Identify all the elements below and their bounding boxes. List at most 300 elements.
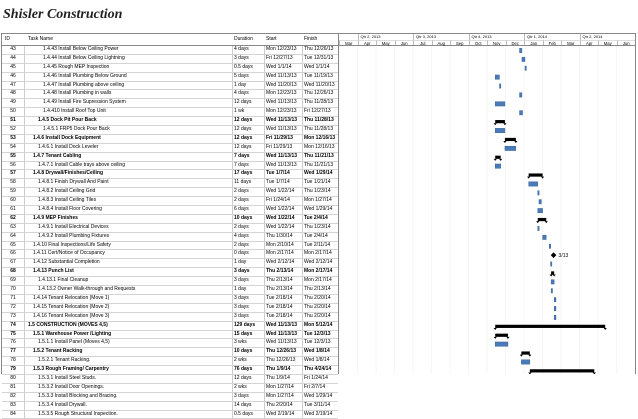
task-name[interactable]: 1.4.8.4 Install Floor Covering [38,206,102,213]
task-finish[interactable]: Thu 2/13/14 [302,286,340,294]
task-id[interactable]: 43 [2,46,25,54]
task-name[interactable]: 1.4.15 Tenant Relocation (Move 2) [33,303,110,310]
task-duration[interactable]: 3 days [232,304,265,312]
task-row[interactable] [2,82,338,91]
task-start[interactable]: Wed 11/13/13 [264,117,303,125]
milestone-label: 3/13 [558,252,569,259]
task-row[interactable] [2,393,338,402]
task-row[interactable] [2,259,338,268]
task-finish[interactable]: Tue 2/4/14 [302,233,340,241]
task-start[interactable]: Wed 11/13/13 [264,73,303,81]
column-header-finish[interactable]: Finish [304,36,318,42]
task-duration[interactable]: 2 wks [232,384,265,392]
task-start[interactable]: Mon 12/23/13 [264,46,303,54]
task-bar[interactable] [495,164,500,168]
task-finish[interactable]: Thu 12/26/13 [302,46,340,54]
task-row[interactable] [2,64,338,73]
task-duration[interactable]: 7 days [232,162,265,170]
task-name[interactable]: 1.4.5.1 FRP5 Dock Pour Back [43,126,110,133]
task-id[interactable]: 44 [2,55,25,63]
task-finish[interactable]: Wed 1/8/14 [302,348,340,356]
task-id[interactable]: 58 [2,179,25,187]
task-duration[interactable]: 3 days [232,313,265,321]
task-row[interactable] [2,206,338,215]
task-finish[interactable]: Mon 2/17/14 [302,250,340,258]
task-finish[interactable]: Wed 1/8/14 [302,357,340,365]
task-id[interactable]: 56 [2,162,25,170]
task-id[interactable]: 75 [2,331,25,339]
task-finish[interactable]: Wed 1/1/14 [302,64,340,72]
task-start[interactable]: Tue 2/18/14 [264,295,303,303]
task-start[interactable]: Wed 11/13/13 [264,99,303,107]
task-bar[interactable] [520,48,522,52]
task-row[interactable] [2,224,338,233]
task-duration[interactable]: 0 days [232,250,265,258]
task-start[interactable]: Wed 1/22/14 [264,188,303,196]
task-bar[interactable] [495,102,505,106]
task-duration[interactable]: 129 days [232,322,265,330]
task-bar[interactable] [551,262,552,266]
task-start[interactable]: Tue 1/7/14 [264,170,303,178]
column-header-id[interactable]: ID [5,36,10,42]
task-start[interactable]: Tue 1/7/14 [264,179,303,187]
task-start[interactable]: Thu 12/26/13 [264,348,303,356]
task-id[interactable]: 51 [2,117,25,125]
task-name[interactable]: 1.5.3.5 Rough Structural Inspection. [38,410,118,417]
task-start[interactable]: Fri 11/29/13 [264,144,303,152]
task-row[interactable] [2,250,338,259]
task-name[interactable]: 1.4.12 Substantial Completion [33,259,100,266]
task-finish[interactable]: Wed 1/29/14 [302,393,340,401]
task-duration[interactable]: 7 days [232,153,265,161]
task-id[interactable]: 81 [2,384,25,392]
task-duration[interactable]: 12 days [232,144,265,152]
task-finish[interactable]: Thu 11/28/13 [302,99,340,107]
task-start[interactable]: Mon 12/23/13 [264,90,303,98]
summary-bar[interactable] [495,156,500,159]
task-row[interactable] [2,357,338,366]
task-duration[interactable]: 10 days [232,348,265,356]
task-id[interactable]: 52 [2,126,25,134]
task-finish[interactable]: Mon 2/17/14 [302,277,340,285]
task-duration[interactable]: 2 days [232,188,265,196]
task-duration[interactable]: 4 days [232,90,265,98]
task-finish[interactable]: Wed 11/20/13 [302,82,340,90]
task-row[interactable] [2,126,338,135]
task-name[interactable]: 1.5.3.4 Install Drywall. [38,401,87,408]
task-row[interactable] [2,108,338,117]
summary-bar-cap [503,141,506,143]
task-id[interactable]: 73 [2,313,25,321]
summary-bar[interactable] [505,138,516,141]
task-name[interactable]: 1.5.1 Warehouse Power /Lighting [33,330,112,337]
task-duration[interactable]: 3 days [232,393,265,401]
task-id[interactable]: 66 [2,250,25,258]
task-start[interactable]: Tue 2/18/14 [264,313,303,321]
task-bar[interactable] [499,84,500,88]
task-name[interactable]: 1.4.9 MEP Finishes [33,214,78,221]
task-name[interactable]: 1.4.9.1 Install Electrical Devices [38,223,109,230]
task-finish[interactable]: Fri 2/7/14 [302,384,340,392]
task-name[interactable]: 1.4.43 Install Below Ceiling Power [43,46,119,52]
task-id[interactable]: 47 [2,82,25,90]
task-row[interactable] [2,322,338,331]
task-name[interactable]: 1.4.6 Install Dock Equipment [33,134,101,141]
task-finish[interactable]: Thu 2/20/14 [302,304,340,312]
task-finish[interactable]: Mon 5/12/14 [302,322,340,330]
task-bar[interactable] [551,289,552,293]
task-row[interactable] [2,313,338,322]
task-duration[interactable]: 2 wks [232,357,265,365]
task-name[interactable]: 1.4.48 Install Plumbing in walls [43,90,112,97]
task-id[interactable]: 62 [2,215,25,223]
task-bar[interactable] [554,297,556,301]
task-start[interactable]: Thu 2/13/14 [264,268,303,276]
task-name[interactable]: 1.4.8.2 Install Ceiling Grid [38,188,96,195]
task-name[interactable]: 1.4.7 Tenant Cabling [33,152,82,159]
task-start[interactable]: Thu 12/26/13 [264,357,303,365]
task-name[interactable]: 1.4.10 Final Inspections/Life Safety [33,241,111,248]
task-name[interactable]: 1.5.3.1 Install Steel Studs. [38,374,97,381]
summary-bar[interactable] [538,218,547,221]
task-duration[interactable]: 3 days [232,268,265,276]
task-id[interactable]: 71 [2,295,25,303]
summary-bar[interactable] [529,173,543,176]
task-duration[interactable]: 4 days [232,46,265,54]
task-id[interactable]: 82 [2,393,25,401]
summary-bar[interactable] [551,271,554,274]
task-name[interactable]: 1.4.13.2 Owner Walk-through and Requests [38,286,136,293]
column-header-start[interactable]: Start [266,36,277,42]
summary-bar[interactable] [495,325,605,328]
task-start[interactable]: Wed 11/13/13 [264,153,303,161]
task-bar[interactable] [543,235,547,239]
task-finish[interactable]: Tue 2/11/14 [302,242,340,250]
task-id[interactable]: 70 [2,286,25,294]
task-start[interactable]: Wed 1/1/14 [264,64,303,72]
task-name[interactable]: 1.4.9.2 Install Plumbing Fixtures [38,232,110,239]
task-row[interactable] [2,215,338,224]
milestone-marker[interactable] [551,252,557,258]
task-name[interactable]: 1.5.3.2 Install Door Openings. [38,383,105,390]
task-duration[interactable]: 11 days [232,179,265,187]
task-row[interactable] [2,304,338,313]
task-id[interactable]: 49 [2,99,25,107]
task-finish[interactable]: Tue 3/11/14 [302,402,340,410]
task-start[interactable]: Thu 2/13/14 [264,286,303,294]
task-duration[interactable]: 3 wks [232,339,265,347]
task-start[interactable]: Mon 1/27/14 [264,393,303,401]
task-row[interactable] [2,366,338,375]
task-finish[interactable]: Wed 1/29/14 [302,206,340,214]
task-row[interactable] [2,55,338,64]
task-row[interactable] [2,170,338,179]
task-duration[interactable]: 3 days [232,277,265,285]
task-id[interactable]: 83 [2,402,25,410]
task-finish[interactable]: Tue 12/3/13 [302,339,340,347]
task-row[interactable] [2,375,338,384]
task-bar[interactable] [538,208,543,212]
task-name[interactable]: 1.4.45 Rough MEP Inspection [43,63,110,70]
task-start[interactable]: Wed 1/22/14 [264,206,303,214]
task-duration[interactable]: 3 days [232,295,265,303]
task-id[interactable]: 57 [2,170,25,178]
task-name[interactable]: 1.4.13 Punch List [33,268,74,275]
task-duration[interactable]: 5 days [232,73,265,81]
task-id[interactable]: 74 [2,322,25,330]
timescale-quarter: Qtr 2, 2013 [358,34,414,40]
task-finish[interactable]: Thu 4/24/14 [302,366,340,374]
task-name[interactable]: 1.5.3 Rough Framing/ Carpentry [33,366,109,373]
task-start[interactable]: Wed 11/13/13 [264,339,303,347]
task-bar[interactable] [522,57,525,61]
task-duration[interactable]: 1 day [232,286,265,294]
task-start[interactable]: Wed 1/22/14 [264,224,303,232]
task-finish[interactable]: Thu 1/23/14 [302,224,340,232]
task-start[interactable]: Wed 11/13/13 [264,322,303,330]
task-bar[interactable] [539,200,541,204]
task-duration[interactable]: 6 days [232,206,265,214]
task-id[interactable]: 64 [2,233,25,241]
task-name[interactable]: 1.4.47 Install Plumbing above ceiling [43,81,125,88]
task-duration[interactable]: 12 days [232,375,265,383]
task-finish[interactable]: Wed 2/19/14 [302,411,340,419]
task-finish[interactable]: Thu 11/28/13 [302,117,340,125]
task-duration[interactable]: 2 days [232,242,265,250]
task-id[interactable]: 61 [2,206,25,214]
task-finish[interactable]: Thu 2/20/14 [302,295,340,303]
task-name[interactable]: 1.5.1.1 Install Panel (Moves 4,5) [38,339,110,346]
column-header-task-name[interactable]: Task Name [28,36,54,42]
task-start[interactable]: Wed 11/20/13 [264,82,303,90]
task-id[interactable]: 78 [2,357,25,365]
task-name[interactable]: 1.5.2.1 Tenant Racking. [38,357,91,364]
task-bar[interactable] [549,244,550,248]
task-start[interactable]: Wed 1/22/14 [264,215,303,223]
task-id[interactable]: 72 [2,304,25,312]
task-id[interactable]: 79 [2,366,25,374]
task-row[interactable] [2,331,338,340]
task-id[interactable]: 54 [2,144,25,152]
task-duration[interactable]: 2 days [232,224,265,232]
task-id[interactable]: 53 [2,135,25,143]
task-name[interactable]: 1.4.8 Drywall/Finishes/Ceiling [33,170,104,177]
task-bar[interactable] [495,342,508,346]
task-name[interactable]: 1.5.2 Tenant Racking [33,348,83,355]
task-start[interactable]: Mon 2/10/14 [264,242,303,250]
task-bar[interactable] [554,315,556,319]
task-row[interactable] [2,188,338,197]
summary-bar[interactable] [521,351,530,354]
task-finish[interactable]: Tue 1/21/14 [302,179,340,187]
task-duration[interactable]: 1 wk [232,108,265,116]
task-duration[interactable]: 12 days [232,135,265,143]
task-finish[interactable]: Mon 1/27/14 [302,197,340,205]
task-id[interactable]: 50 [2,108,25,116]
task-finish[interactable]: Fri 12/27/13 [302,108,340,116]
task-name[interactable]: 1.4.44 Install Below Ceiling Lightning [43,54,125,61]
task-id[interactable]: 76 [2,339,25,347]
task-finish[interactable]: Thu 2/20/14 [302,313,340,321]
task-bar[interactable] [554,306,556,310]
task-name[interactable]: 1.5.3.3 Install Blocking and Bracing. [38,392,118,399]
task-id[interactable]: 84 [2,411,25,419]
task-finish[interactable]: Mon 12/16/13 [302,135,340,143]
summary-bar[interactable] [530,369,594,372]
task-finish[interactable]: Fri 1/24/14 [302,375,340,383]
task-name[interactable]: 1.5 CONSTRUCTION (MOVES 4,5) [28,321,108,328]
task-id[interactable]: 80 [2,375,25,383]
task-bar[interactable] [525,66,526,70]
summary-bar[interactable] [495,334,508,337]
task-name[interactable]: 1.4.49 Install Fire Supression System [43,99,126,106]
task-duration[interactable]: 0.5 days [232,411,265,419]
task-start[interactable]: Wed 11/13/13 [264,162,303,170]
task-duration[interactable]: 17 days [232,170,265,178]
task-finish[interactable]: Tue 2/4/14 [302,215,340,223]
task-row[interactable] [2,286,338,295]
task-row[interactable] [2,162,338,171]
task-name[interactable]: 1.4.410 Install Roof Top Unit [43,108,106,115]
task-duration[interactable]: 12 days [232,99,265,107]
task-name[interactable]: 1.4.13.1 Final Cleanup [38,277,89,284]
task-duration[interactable]: 1 day [232,259,265,267]
summary-bar-cap [593,372,596,374]
task-row[interactable] [2,73,338,82]
task-row[interactable] [2,268,338,277]
task-id[interactable]: 60 [2,197,25,205]
task-duration[interactable]: 12 days [232,117,265,125]
task-start[interactable]: Mon 12/23/13 [264,108,303,116]
task-bar[interactable] [520,93,522,97]
task-row[interactable] [2,233,338,242]
task-id[interactable]: 59 [2,188,25,196]
column-header-duration[interactable]: Duration [234,36,253,42]
task-row[interactable] [2,135,338,144]
task-row[interactable] [2,153,338,162]
task-id[interactable]: 46 [2,73,25,81]
task-finish[interactable]: Thu 12/26/13 [302,90,340,98]
task-duration[interactable]: 3 days [232,55,265,63]
task-finish[interactable]: Mon 2/17/14 [302,268,340,276]
task-bar[interactable] [529,182,538,186]
task-id[interactable]: 48 [2,90,25,98]
task-id[interactable]: 67 [2,259,25,267]
task-name[interactable]: 1.4.8.3 Install Ceiling Tiles [38,197,97,204]
task-row[interactable] [2,384,338,393]
task-name[interactable]: 1.4.11 Cert/Notice of Occupancy [33,250,105,257]
task-duration[interactable]: 2 days [232,197,265,205]
task-finish[interactable]: Thu 1/23/14 [302,188,340,196]
task-id[interactable]: 77 [2,348,25,356]
task-row[interactable] [2,411,338,419]
task-start[interactable]: Mon 2/17/14 [264,250,303,258]
task-id[interactable]: 55 [2,153,25,161]
task-row[interactable] [2,197,338,206]
task-row[interactable] [2,90,338,99]
task-start[interactable]: Wed 2/19/14 [264,411,303,419]
task-bar[interactable] [495,128,505,132]
task-start[interactable]: Thu 2/20/14 [264,402,303,410]
summary-bar-cap [514,141,517,143]
task-bar[interactable] [505,146,516,150]
task-name[interactable]: 1.4.16 Tenant Relocation (Move 3) [33,312,110,319]
task-start[interactable]: Fri 11/29/13 [264,135,303,143]
task-finish[interactable]: Wed 1/29/14 [302,170,340,178]
task-duration[interactable]: 14 days [232,402,265,410]
task-row[interactable] [2,295,338,304]
task-bar[interactable] [495,75,499,79]
task-start[interactable]: Tue 2/18/14 [264,304,303,312]
task-start[interactable]: Thu 2/13/14 [264,277,303,285]
summary-bar[interactable] [495,120,505,123]
task-row[interactable] [2,179,338,188]
task-row[interactable] [2,277,338,286]
task-id[interactable]: 65 [2,242,25,250]
task-duration[interactable]: 1 day [232,82,265,90]
task-bar[interactable] [551,280,554,284]
task-name[interactable]: 1.4.14 Tenant Relocation (Move 1) [33,294,110,301]
task-duration[interactable]: 4 days [232,233,265,241]
task-bar[interactable] [538,191,539,195]
task-name[interactable]: 1.4.5 Dock Pit Pour Back [38,117,97,124]
task-bar[interactable] [521,360,530,364]
task-start[interactable]: Thu 1/9/14 [264,375,303,383]
task-row[interactable] [2,242,338,251]
task-bar[interactable] [520,111,523,115]
task-finish[interactable]: Tue 11/19/13 [302,73,340,81]
task-name[interactable]: 1.4.7.1 Install Cable trays above ceiling [38,161,125,168]
task-start[interactable]: Fri 12/27/13 [264,55,303,63]
task-start[interactable]: Thu 1/30/14 [264,233,303,241]
task-finish[interactable]: Wed 2/12/14 [302,259,340,267]
task-row[interactable] [2,99,338,108]
task-finish[interactable]: Thu 11/28/13 [302,126,340,134]
task-id[interactable]: 63 [2,224,25,232]
task-name[interactable]: 1.4.8.1 Finish Drywall And Paint [38,179,109,186]
task-row[interactable] [2,348,338,357]
task-start[interactable]: Wed 2/12/14 [264,259,303,267]
task-finish[interactable]: Mon 12/16/13 [302,144,340,152]
task-finish[interactable]: Tue 12/3/13 [302,331,340,339]
task-start[interactable]: Wed 11/13/13 [264,331,303,339]
task-id[interactable]: 45 [2,64,25,72]
summary-bar-cap [545,221,548,223]
task-bar[interactable] [538,226,539,230]
task-start[interactable]: Fri 1/24/14 [264,197,303,205]
task-finish[interactable]: Thu 11/21/13 [302,162,340,170]
task-row[interactable] [2,402,338,411]
task-start[interactable]: Wed 11/13/13 [264,126,303,134]
task-row[interactable] [2,46,338,55]
task-duration[interactable]: 15 days [232,331,265,339]
task-row[interactable] [2,117,338,126]
task-row[interactable] [2,339,338,348]
task-duration[interactable]: 10 days [232,215,265,223]
task-start[interactable]: Mon 1/27/14 [264,384,303,392]
task-duration[interactable]: 0.5 days [232,64,265,72]
task-name[interactable]: 1.4.6.1 Install Dock Leveler [38,143,99,150]
task-id[interactable]: 68 [2,268,25,276]
task-finish[interactable]: Tue 12/31/13 [302,55,340,63]
task-start[interactable]: Thu 1/9/14 [264,366,303,374]
task-duration[interactable]: 76 days [232,366,265,374]
task-name[interactable]: 1.4.46 Install Plumbing Below Ground [43,72,127,79]
task-id[interactable]: 69 [2,277,25,285]
task-duration[interactable]: 12 days [232,126,265,134]
task-row[interactable] [2,144,338,153]
task-finish[interactable]: Thu 11/21/13 [302,153,340,161]
